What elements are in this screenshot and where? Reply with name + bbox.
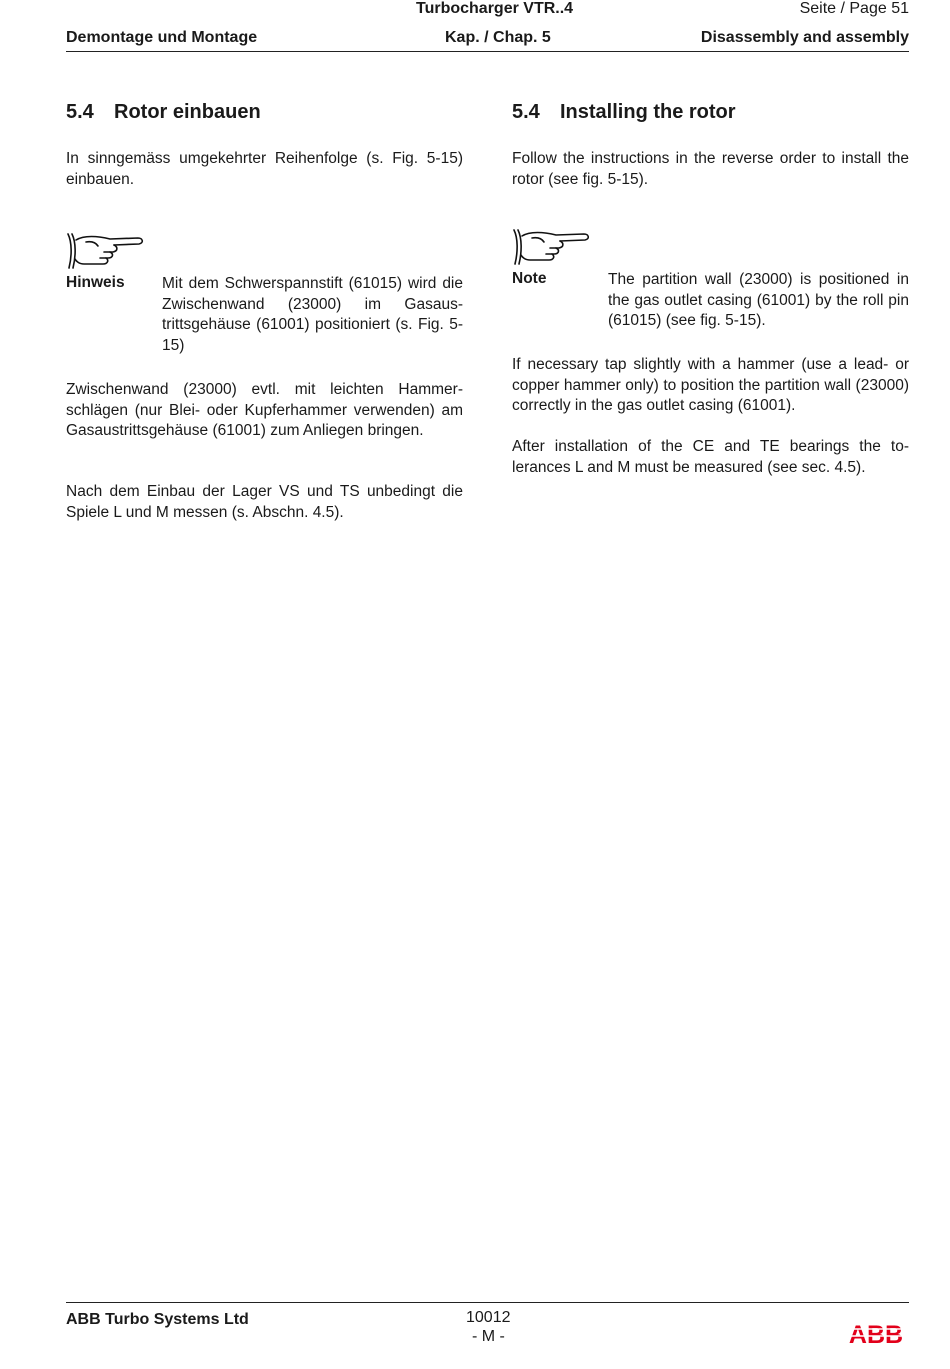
header-page-number: Seite / Page 51 [799, 0, 909, 17]
header-rule [66, 51, 909, 52]
header-chapter: Kap. / Chap. 5 [445, 29, 551, 46]
paragraph-bearings-de: Nach dem Einbau der Lager VS und TS unbedingt die Spiele L und M messen (s. Abschn. 4.5). [66, 483, 463, 521]
note-text-de: Mit dem Schwerspannstift (61015) wird die Zwischenwand (23000) im Gasaustrittsgehäuse (61001) positioniert (s. Fig. 5-15) [162, 275, 463, 354]
intro-paragraph-en: Follow the instructions in the reverse order to install the rotor (see fig. 5-15). [512, 150, 909, 188]
section-heading-en [512, 101, 736, 124]
abb-logo-text: ABB [848, 1321, 904, 1347]
note-text-en: The partition wall (23000) is positioned in the gas outlet casing (61001) by the roll pin (61015) (see fig. 5-15). [608, 271, 909, 329]
footer-revision: - M - [472, 1328, 505, 1345]
header-product: Turbocharger VTR..4 [416, 0, 574, 17]
paragraph-bearings-en: After installation of the CE and TE bearings the tolerances L and M must be measured (see sec. 4.5). [512, 438, 909, 476]
section-number-de: 5.4 [66, 101, 94, 123]
section-title-de: Rotor einbauen [114, 101, 261, 123]
section-title-en: Installing the rotor [560, 101, 736, 123]
footer-rule [66, 1302, 909, 1303]
footer-company: ABB Turbo Systems Ltd [66, 1311, 249, 1328]
abb-logo [846, 1321, 906, 1347]
paragraph-hammer-en: If necessary tap slightly with a hammer (use a lead- or copper hammer only) to position the partition wall (23000) correctly in the gas outlet casing (61001). [512, 356, 909, 414]
note-label-en: Note [512, 270, 547, 287]
intro-paragraph-de: In sinngemäss umgekehrter Reihenfolge (s. Fig. 5-15) einbauen. [66, 150, 463, 188]
section-number-en: 5.4 [512, 101, 540, 123]
paragraph-hammer-de: Zwischenwand (23000) evtl. mit leichten Hammerschlägen (nur Blei- oder Kupferhammer verwenden) am Gasaustrittsgehäuse (61001) zum Anliegen bringen. [66, 381, 463, 439]
pointing-hand-icon [64, 232, 144, 272]
header-left-title: Demontage und Montage [66, 29, 258, 46]
note-label-de: Hinweis [66, 274, 125, 291]
header-right-title: Disassembly and assembly [700, 29, 909, 46]
footer-doc-number: 10012 [466, 1309, 511, 1326]
pointing-hand-icon [510, 228, 590, 268]
section-heading-de [66, 101, 261, 124]
